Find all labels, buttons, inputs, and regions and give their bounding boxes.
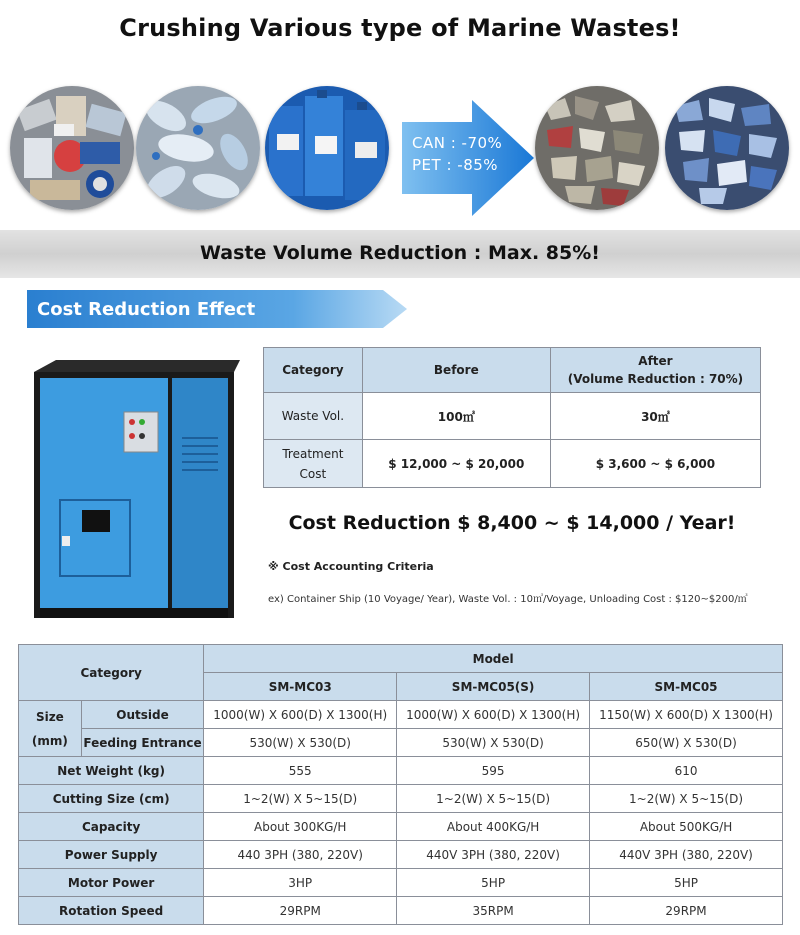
spec-value: 1150(W) X 600(D) X 1300(H) (590, 701, 783, 729)
spec-row-rotation (19, 897, 783, 925)
spec-value: 440 3PH (380, 220V) (204, 841, 397, 869)
spec-row-label: Net Weight (kg) (19, 757, 204, 785)
spec-header-row (19, 645, 783, 673)
cost-header-row (264, 348, 761, 393)
spec-row-label: Outside (81, 701, 204, 729)
crusher-machine-image (30, 358, 240, 620)
cost-header-category: Category (264, 348, 363, 393)
spec-value: 5HP (590, 869, 783, 897)
spec-row-power-supply (19, 841, 783, 869)
can-reduction-label: CAN : -70% (412, 134, 503, 152)
model-name: SM-MC05 (590, 673, 783, 701)
spec-size-label-line1: Size (35, 709, 64, 724)
spec-row-label: Capacity (19, 813, 204, 841)
spec-value: 555 (204, 757, 397, 785)
spec-value: 440V 3PH (380, 220V) (397, 841, 590, 869)
spec-value: 530(W) X 530(D) (397, 729, 590, 757)
spec-value: 35RPM (397, 897, 590, 925)
spec-value: 5HP (397, 869, 590, 897)
spec-value: 610 (590, 757, 783, 785)
spec-size-label-line2: (mm) (31, 733, 68, 748)
spec-value: 1000(W) X 600(D) X 1300(H) (397, 701, 590, 729)
cost-comparison-table (263, 347, 761, 488)
spec-table (18, 644, 783, 925)
spec-row-label: Rotation Speed (19, 897, 204, 925)
cost-before-value: $ 12,000 ~ $ 20,000 (362, 440, 550, 488)
volume-reduction-headline: Waste Volume Reduction : Max. 85%! (200, 242, 600, 264)
cost-row-label-line1: Treatment (282, 446, 344, 461)
spec-value: 3HP (204, 869, 397, 897)
cost-header-after-title: After (638, 354, 673, 368)
spec-value: About 300KG/H (204, 813, 397, 841)
spec-value: 650(W) X 530(D) (590, 729, 783, 757)
crushed-pet-photo (665, 86, 789, 210)
cost-row-label: Waste Vol. (264, 393, 363, 440)
spec-value: 1000(W) X 600(D) X 1300(H) (204, 701, 397, 729)
spec-value: About 500KG/H (590, 813, 783, 841)
model-name: SM-MC05(S) (397, 673, 590, 701)
spec-value: 530(W) X 530(D) (204, 729, 397, 757)
spec-value: About 400KG/H (397, 813, 590, 841)
cost-after-value: $ 3,600 ~ $ 6,000 (550, 440, 760, 488)
spec-value: 29RPM (204, 897, 397, 925)
cost-after-value: 30㎥ (550, 393, 760, 440)
spec-value: 595 (397, 757, 590, 785)
spec-row-motor-power (19, 869, 783, 897)
spec-row-label: Cutting Size (cm) (19, 785, 204, 813)
mixed-cans-photo (10, 86, 134, 210)
spec-row-capacity (19, 813, 783, 841)
spec-value: 440V 3PH (380, 220V) (590, 841, 783, 869)
blue-drums-photo (265, 86, 389, 210)
crushed-cans-photo (535, 86, 659, 210)
cost-header-after-subtitle: (Volume Reduction : 70%) (567, 372, 744, 386)
spec-value: 1~2(W) X 5~15(D) (397, 785, 590, 813)
pet-bottles-photo (136, 86, 260, 210)
criteria-text: ex) Container Ship (10 Voyage/ Year), Waste Vol. : 10㎥/Voyage, Unloading Cost : $120~$200/㎥ (268, 594, 748, 605)
section-title: Cost Reduction Effect (37, 299, 256, 320)
annual-cost-reduction: Cost Reduction $ 8,400 ~ $ 14,000 / Year! (288, 512, 736, 534)
cost-row-waste-vol (264, 393, 761, 440)
cost-before-value: 100㎥ (362, 393, 550, 440)
cost-header-before: Before (362, 348, 550, 393)
cost-row-label-line2: Cost (299, 466, 327, 481)
spec-row-outside (19, 701, 783, 729)
pet-reduction-label: PET : -85% (412, 156, 499, 174)
page-title: Crushing Various type of Marine Wastes! (119, 14, 681, 42)
cost-row-treatment (264, 440, 761, 488)
spec-value: 29RPM (590, 897, 783, 925)
spec-row-weight (19, 757, 783, 785)
spec-row-cutting (19, 785, 783, 813)
cost-row-label (264, 440, 363, 488)
cost-header-after (550, 348, 760, 393)
spec-row-label: Feeding Entrance (81, 729, 204, 757)
spec-row-label: Motor Power (19, 869, 204, 897)
spec-header-category: Category (19, 645, 204, 701)
spec-row-label: Power Supply (19, 841, 204, 869)
model-name: SM-MC03 (204, 673, 397, 701)
criteria-title: ※ Cost Accounting Criteria (268, 560, 434, 573)
spec-size-label (19, 701, 82, 757)
spec-row-feeding (19, 729, 783, 757)
spec-value: 1~2(W) X 5~15(D) (204, 785, 397, 813)
spec-header-model: Model (204, 645, 783, 673)
spec-value: 1~2(W) X 5~15(D) (590, 785, 783, 813)
